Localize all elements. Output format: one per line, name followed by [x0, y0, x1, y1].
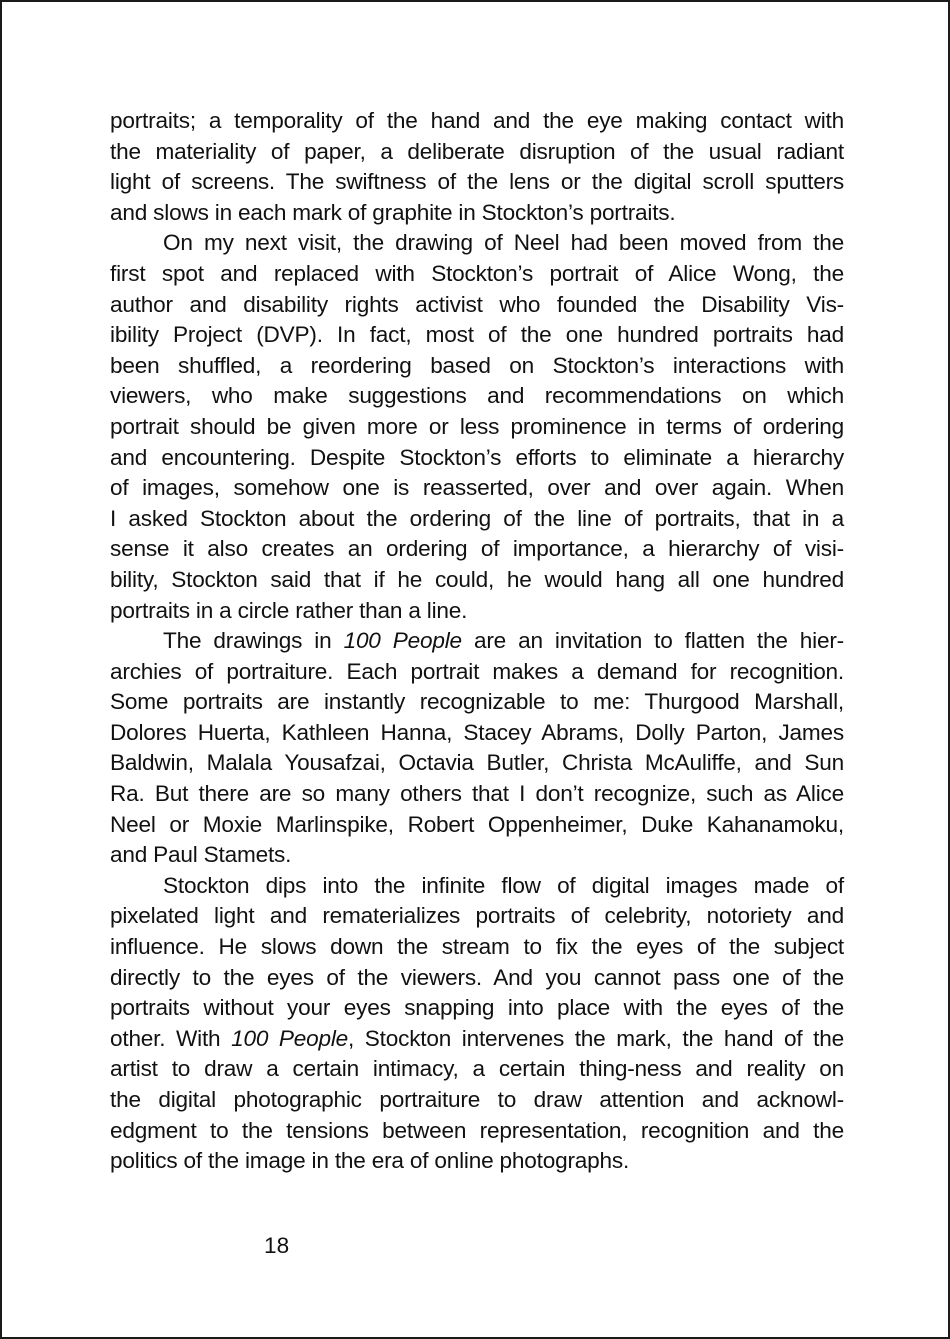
text-line — [110, 534, 844, 565]
text-line — [110, 106, 844, 137]
text-line — [110, 1116, 844, 1147]
paragraph — [110, 106, 844, 228]
text-line — [110, 718, 844, 749]
text-line — [110, 1054, 844, 1085]
paragraph — [110, 228, 844, 626]
text-run: Some portraits are instantly recognizable to me: Thurgood Marshall, — [110, 689, 844, 715]
text-line — [110, 901, 844, 932]
text-run: first spot and replaced with Stockton’s portrait of Alice Wong, the — [110, 260, 844, 286]
text-run: Neel or Moxie Marlinspike, Robert Oppenheimer, Duke Kahanamoku, — [110, 811, 844, 837]
text-line — [110, 596, 844, 627]
text-run: viewers, who make suggestions and recommendations on which — [110, 383, 844, 409]
text-line — [110, 1024, 844, 1055]
text-line — [110, 1146, 844, 1177]
text-run: ibility Project (DVP). In fact, most of the one hundred portraits had — [110, 322, 844, 348]
text-line — [110, 443, 844, 474]
text-run: Ra. But there are so many others that I don’t recognize, such as Alice — [110, 781, 844, 807]
text-line — [110, 504, 844, 535]
text-run: portraits; a temporality of the hand and the eye making contact with — [110, 108, 844, 133]
text-run: the digital photographic portraiture to draw attention and acknowl- — [110, 1087, 844, 1112]
text-line — [110, 351, 844, 382]
text-line — [110, 657, 844, 688]
text-line — [110, 412, 844, 443]
page-number: 18 — [264, 1233, 290, 1258]
text-line — [110, 259, 844, 290]
text-run: edgment to the tensions between representation, recognition and the — [110, 1117, 844, 1143]
paragraph — [110, 871, 844, 1177]
text-run: of images, somehow one is reasserted, over and over again. When — [110, 475, 844, 501]
text-line — [110, 779, 844, 810]
text-run: portrait should be given more or less prominence in terms of ordering — [110, 413, 844, 439]
text-run: other. With — [110, 1025, 232, 1051]
text-line — [110, 626, 844, 657]
paragraph — [110, 626, 844, 871]
text-run: portraits in a circle rather than a line. — [110, 597, 468, 623]
text-line — [110, 932, 844, 963]
text-line — [110, 871, 844, 902]
text-line — [110, 228, 844, 259]
text-run: Stockton dips into the infinite flow of digital images made of — [163, 872, 844, 898]
text-run: Baldwin, Malala Yousafzai, Octavia Butler, Christa McAuliffe, and Sun — [110, 750, 844, 776]
text-line — [110, 993, 844, 1024]
text-line — [110, 290, 844, 321]
body-text — [110, 106, 844, 1177]
book-title-italic: 100 People — [231, 1025, 349, 1051]
text-line — [110, 963, 844, 994]
text-line — [110, 167, 844, 198]
text-line — [110, 473, 844, 504]
text-run: are an invitation to flatten the hier- — [461, 628, 844, 654]
text-run: light of screens. The swiftness of the lens or the digital scroll sputters — [110, 169, 844, 195]
text-run: and Paul Stamets. — [110, 842, 292, 868]
text-line — [110, 748, 844, 779]
book-title-italic: 100 People — [343, 628, 462, 654]
text-run: I asked Stockton about the ordering of the line of portraits, that in a — [110, 505, 844, 531]
text-run: the materiality of paper, a deliberate disruption of the usual radiant — [110, 138, 844, 164]
text-line — [110, 840, 844, 871]
text-run: and slows in each mark of graphite in Stockton’s portraits. — [110, 199, 676, 225]
text-run: bility, Stockton said that if he could, he would hang all one hundred — [110, 566, 844, 592]
text-line — [110, 198, 844, 229]
text-run: author and disability rights activist who founded the Disability Vis- — [110, 291, 844, 317]
text-line — [110, 381, 844, 412]
text-run: been shuffled, a reordering based on Stockton’s interactions with — [110, 352, 844, 378]
text-run: influence. He slows down the stream to fix the eyes of the subject — [110, 934, 844, 960]
text-line — [110, 565, 844, 596]
text-run: and encountering. Despite Stockton’s efforts to eliminate a hierarchy — [110, 444, 844, 470]
text-run: sense it also creates an ordering of importance, a hierarchy of visi- — [110, 536, 844, 562]
text-line — [110, 687, 844, 718]
text-run: Dolores Huerta, Kathleen Hanna, Stacey Abrams, Dolly Parton, James — [110, 719, 844, 745]
text-run: , Stockton intervenes the mark, the hand of the — [348, 1025, 844, 1051]
text-line — [110, 137, 844, 168]
text-run: On my next visit, the drawing of Neel had been moved from the — [163, 230, 844, 256]
text-run: archies of portraiture. Each portrait makes a demand for recognition. — [110, 658, 844, 684]
text-line — [110, 810, 844, 841]
text-run: The drawings in — [163, 628, 344, 654]
text-line — [110, 320, 844, 351]
text-run: artist to draw a certain intimacy, a certain thing-ness and reality on — [110, 1056, 844, 1082]
text-run: politics of the image in the era of online photographs. — [110, 1148, 630, 1174]
text-run: pixelated light and rematerializes portraits of celebrity, notoriety and — [110, 903, 844, 929]
text-run: directly to the eyes of the viewers. And you cannot pass one of the — [110, 964, 844, 990]
text-run: portraits without your eyes snapping into place with the eyes of the — [110, 995, 844, 1021]
text-line — [110, 1085, 844, 1116]
